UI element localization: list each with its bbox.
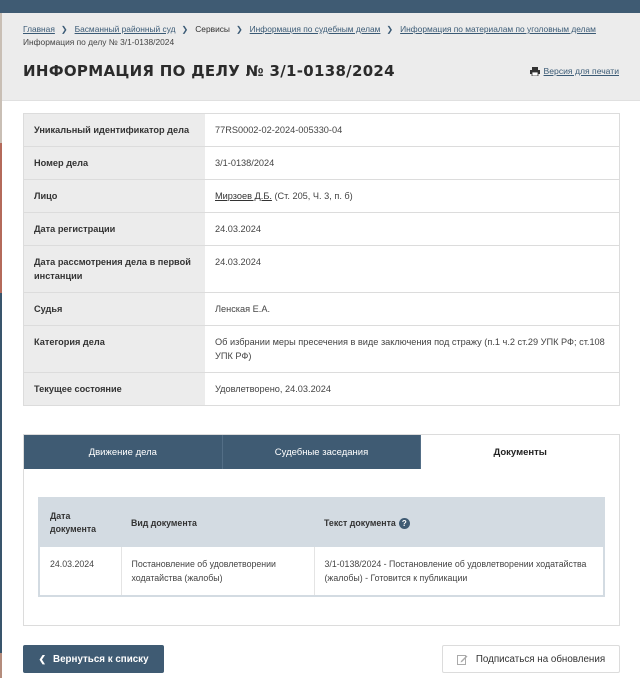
- breadcrumb-court[interactable]: Басманный районный суд: [74, 24, 176, 34]
- column-header-type: Вид документа: [121, 498, 314, 547]
- info-label: Категория дела: [24, 326, 205, 372]
- tab-documents[interactable]: Документы: [421, 435, 619, 469]
- info-row-category: [24, 325, 619, 372]
- table-header-row: [39, 498, 604, 547]
- person-link[interactable]: Мирзоев Д.Б.: [215, 191, 272, 201]
- documents-table: [38, 497, 605, 597]
- chevron-right-icon: ❯: [181, 25, 189, 34]
- info-value: 3/1-0138/2024: [215, 158, 275, 168]
- breadcrumb-services: Сервисы: [195, 24, 230, 34]
- table-row: [39, 547, 604, 596]
- info-value: Ленская Е.А.: [215, 304, 271, 314]
- back-to-list-button[interactable]: [23, 645, 164, 673]
- info-row-registration-date: [24, 212, 619, 245]
- breadcrumb: [23, 23, 619, 49]
- info-label: Номер дела: [24, 147, 205, 179]
- info-label: Лицо: [24, 180, 205, 212]
- help-icon[interactable]: ?: [399, 518, 410, 529]
- chevron-right-icon: ❯: [235, 25, 243, 34]
- column-header-date: Дата документа: [39, 498, 121, 547]
- top-bar: [0, 0, 640, 13]
- info-value: 77RS0002-02-2024-005330-04: [215, 125, 343, 135]
- breadcrumb-cases-info[interactable]: Информация по судебным делам: [249, 24, 381, 34]
- info-row-person: [24, 179, 619, 212]
- info-label: Дата регистрации: [24, 213, 205, 245]
- edit-icon: [457, 654, 468, 665]
- print-version-label: Версия для печати: [543, 66, 619, 76]
- documents-panel: [24, 469, 619, 625]
- info-label: Судья: [24, 293, 205, 325]
- chevron-right-icon: ❯: [60, 25, 68, 34]
- tab-case-movement[interactable]: Движение дела: [24, 435, 223, 469]
- document-date: 24.03.2024: [39, 547, 121, 596]
- info-value: Удовлетворено, 24.03.2024: [215, 384, 332, 394]
- info-row-status: [24, 372, 619, 405]
- info-value: Об избрании меры пресечения в виде заключения под стражу (п.1 ч.2 ст.29 УПК РФ; ст.108 УПК РФ): [215, 337, 605, 361]
- case-info-table: [23, 113, 620, 406]
- bottom-actions: [23, 645, 620, 673]
- document-type: Постановление об удовлетворении ходатайства (жалобы): [121, 547, 314, 596]
- print-version-link[interactable]: [530, 66, 619, 76]
- info-row-uid: [24, 114, 619, 146]
- breadcrumb-home[interactable]: Главная: [23, 24, 55, 34]
- column-header-text: [314, 498, 604, 547]
- page-header: [0, 13, 640, 101]
- info-label: Уникальный идентификатор дела: [24, 114, 205, 146]
- info-label: Дата рассмотрения дела в первой инстанции: [24, 246, 205, 292]
- printer-icon: [530, 67, 540, 76]
- info-label: Текущее состояние: [24, 373, 205, 405]
- chevron-right-icon: ❯: [386, 25, 394, 34]
- info-row-case-number: [24, 146, 619, 179]
- subscribe-button[interactable]: [442, 645, 620, 673]
- tab-bar: [24, 435, 619, 469]
- case-tabs-panel: [23, 434, 620, 626]
- breadcrumb-criminal-materials[interactable]: Информация по материалам по уголовным делам: [400, 24, 596, 34]
- info-row-judge: [24, 292, 619, 325]
- person-article: (Ст. 205, Ч. 3, п. б): [271, 191, 353, 201]
- page-title: ИНФОРМАЦИЯ ПО ДЕЛУ № 3/1-0138/2024: [23, 62, 395, 80]
- info-value: 24.03.2024: [215, 257, 261, 267]
- info-value: [205, 180, 619, 212]
- tab-court-hearings[interactable]: Судебные заседания: [223, 435, 422, 469]
- info-value: 24.03.2024: [215, 224, 261, 234]
- column-header-text-label: Текст документа: [324, 517, 396, 528]
- info-row-review-date: [24, 245, 619, 292]
- left-decor-stripe: [0, 13, 2, 678]
- back-to-list-label: Вернуться к списку: [53, 653, 149, 665]
- breadcrumb-current: Информация по делу № 3/1-0138/2024: [23, 37, 175, 47]
- subscribe-label: Подписаться на обновления: [475, 653, 606, 665]
- document-text: 3/1-0138/2024 - Постановление об удовлетворении ходатайства (жалобы) - Готовится к публикации: [324, 559, 587, 583]
- chevron-left-icon: ❮: [38, 653, 47, 664]
